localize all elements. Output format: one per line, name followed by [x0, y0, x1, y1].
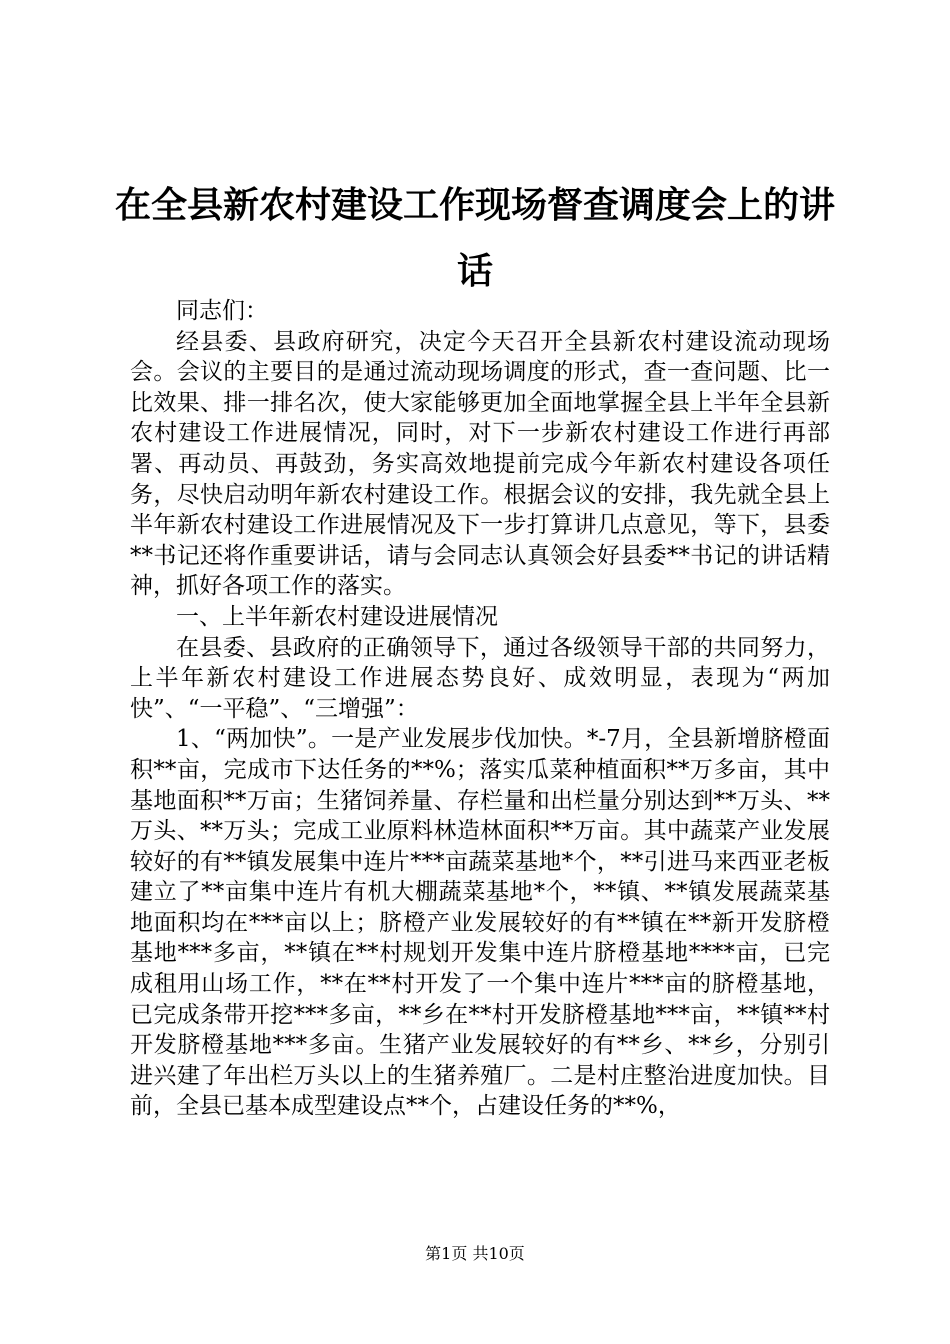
paragraph-overview: 在县委、县政府的正确领导下，通过各级领导干部的共同努力，上半年新农村建设工作进展态势良好、成效明显，表现为“两加快”、“一平稳”、“三增强”：: [130, 634, 830, 722]
salutation: 同志们：: [176, 298, 268, 324]
paragraph-two-accelerations: 1、“两加快”。一是产业发展步伐加快。*-7月，全县新增脐橙面积**亩，完成市下达任务的**%；落实瓜菜种植面积**万多亩，其中基地面积**万亩；生猪饲养量、存栏量和出栏量分别达到**万头、**万头、**万头；完成工业原料林造林面积**万亩。其中蔬菜产业发展较好的有**镇发展集中连片***亩蔬菜基地*个，**引进马来西亚老板建立了**亩集中连片有机大棚蔬菜基地*个，**镇、**镇发展蔬菜基地面积均在***亩以上；脐橙产业发展较好的有**镇在**新开发脐橙基地***多亩，**镇在**村规划开发集中连片脐橙基地****亩，已完成租用山场工作，**在**村开发了一个集中连片***亩的脐橙基地，已完成条带开挖***多亩，**乡在**村开发脐橙基地***亩，**镇**村开发脐橙基地***多亩。生猪产业发展较好的有**乡、**乡，分别引进兴建了年出栏万头以上的生猪养殖厂。二是村庄整治进度加快。目前，全县已基本成型建设点**个，占建设任务的**%，: [130, 726, 830, 1120]
paragraph-intro: 经县委、县政府研究，决定今天召开全县新农村建设流动现场会。会议的主要目的是通过流动现场调度的形式，查一查问题、比一比效果、排一排名次，使大家能够更加全面地掌握全县上半年全县新农村建设工作进展情况，同时，对下一步新农村建设工作进行再部署、再动员、再鼓劲，务实高效地提前完成今年新农村建设各项任务，尽快启动明年新农村建设工作。根据会议的安排，我先就全县上半年新农村建设工作进展情况及下一步打算讲几点意见，等下，县委**书记还将作重要讲话，请与会同志认真领会好县委**书记的讲话精神，抓好各项工作的落实。: [130, 328, 830, 600]
page-footer: 第1页 共10页: [425, 1244, 525, 1263]
section-heading: 一、上半年新农村建设进展情况: [176, 603, 498, 630]
document-title: 在全县新农村建设工作现场督查调度会上的讲话: [114, 184, 835, 292]
document-body: [130, 296, 830, 1122]
